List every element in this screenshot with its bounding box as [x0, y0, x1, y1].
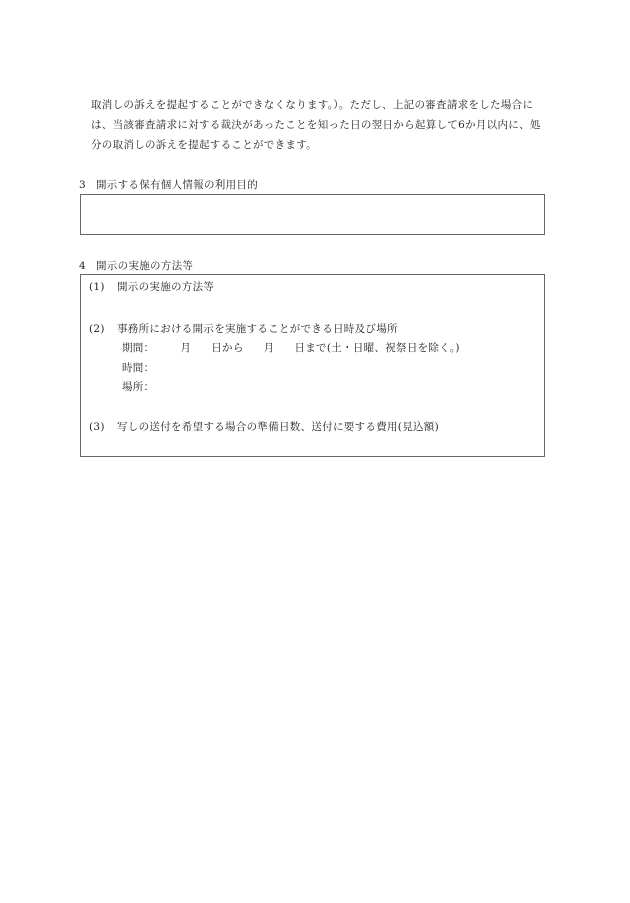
- section-3-heading: [79, 177, 258, 192]
- method-item-2: [89, 321, 398, 336]
- section-4-heading: [79, 258, 193, 273]
- period-row: [122, 340, 460, 355]
- method-item-3: [89, 419, 439, 434]
- period-label: 期間：: [122, 342, 155, 354]
- purpose-box: [80, 194, 545, 235]
- intro-paragraph: [91, 95, 561, 155]
- section-4-number: 4: [79, 260, 86, 272]
- place-row: [122, 379, 154, 394]
- section-3-title: 開示する保有個人情報の利用目的: [96, 179, 258, 191]
- section-3-number: 3: [79, 179, 86, 191]
- place-label: 場所：: [122, 381, 155, 393]
- method-item-1: [89, 279, 214, 294]
- method-item-2-number: (2): [89, 323, 105, 335]
- method-item-3-text: 写しの送付を希望する場合の準備日数、送付に要する費用(見込額): [117, 421, 439, 433]
- method-item-3-number: (3): [89, 421, 105, 433]
- method-box: [80, 274, 545, 457]
- section-4-title: 開示の実施の方法等: [96, 260, 194, 272]
- method-item-2-text: 事務所における開示を実施することができる日時及び場所: [117, 323, 398, 335]
- intro-line-1: 取消しの訴えを提起することができなくなります。）。ただし、上記の審査請求をした場合に: [91, 99, 534, 111]
- method-item-1-number: (1): [89, 281, 105, 293]
- period-month-2: 月: [263, 342, 275, 354]
- period-day-from: 日から: [211, 342, 244, 354]
- period-day-to: 日まで(土・日曜、祝祭日を除く。): [294, 342, 460, 354]
- intro-line-3: 分の取消しの訴えを提起することができます。: [91, 139, 317, 151]
- time-row: [122, 360, 154, 375]
- period-month-1: 月: [180, 342, 192, 354]
- method-item-1-text: 開示の実施の方法等: [117, 281, 215, 293]
- intro-line-2: は、当該審査請求に対する裁決があったことを知った日の翌日から起算して6か月以内に、処: [91, 119, 541, 131]
- time-label: 時間：: [122, 362, 155, 374]
